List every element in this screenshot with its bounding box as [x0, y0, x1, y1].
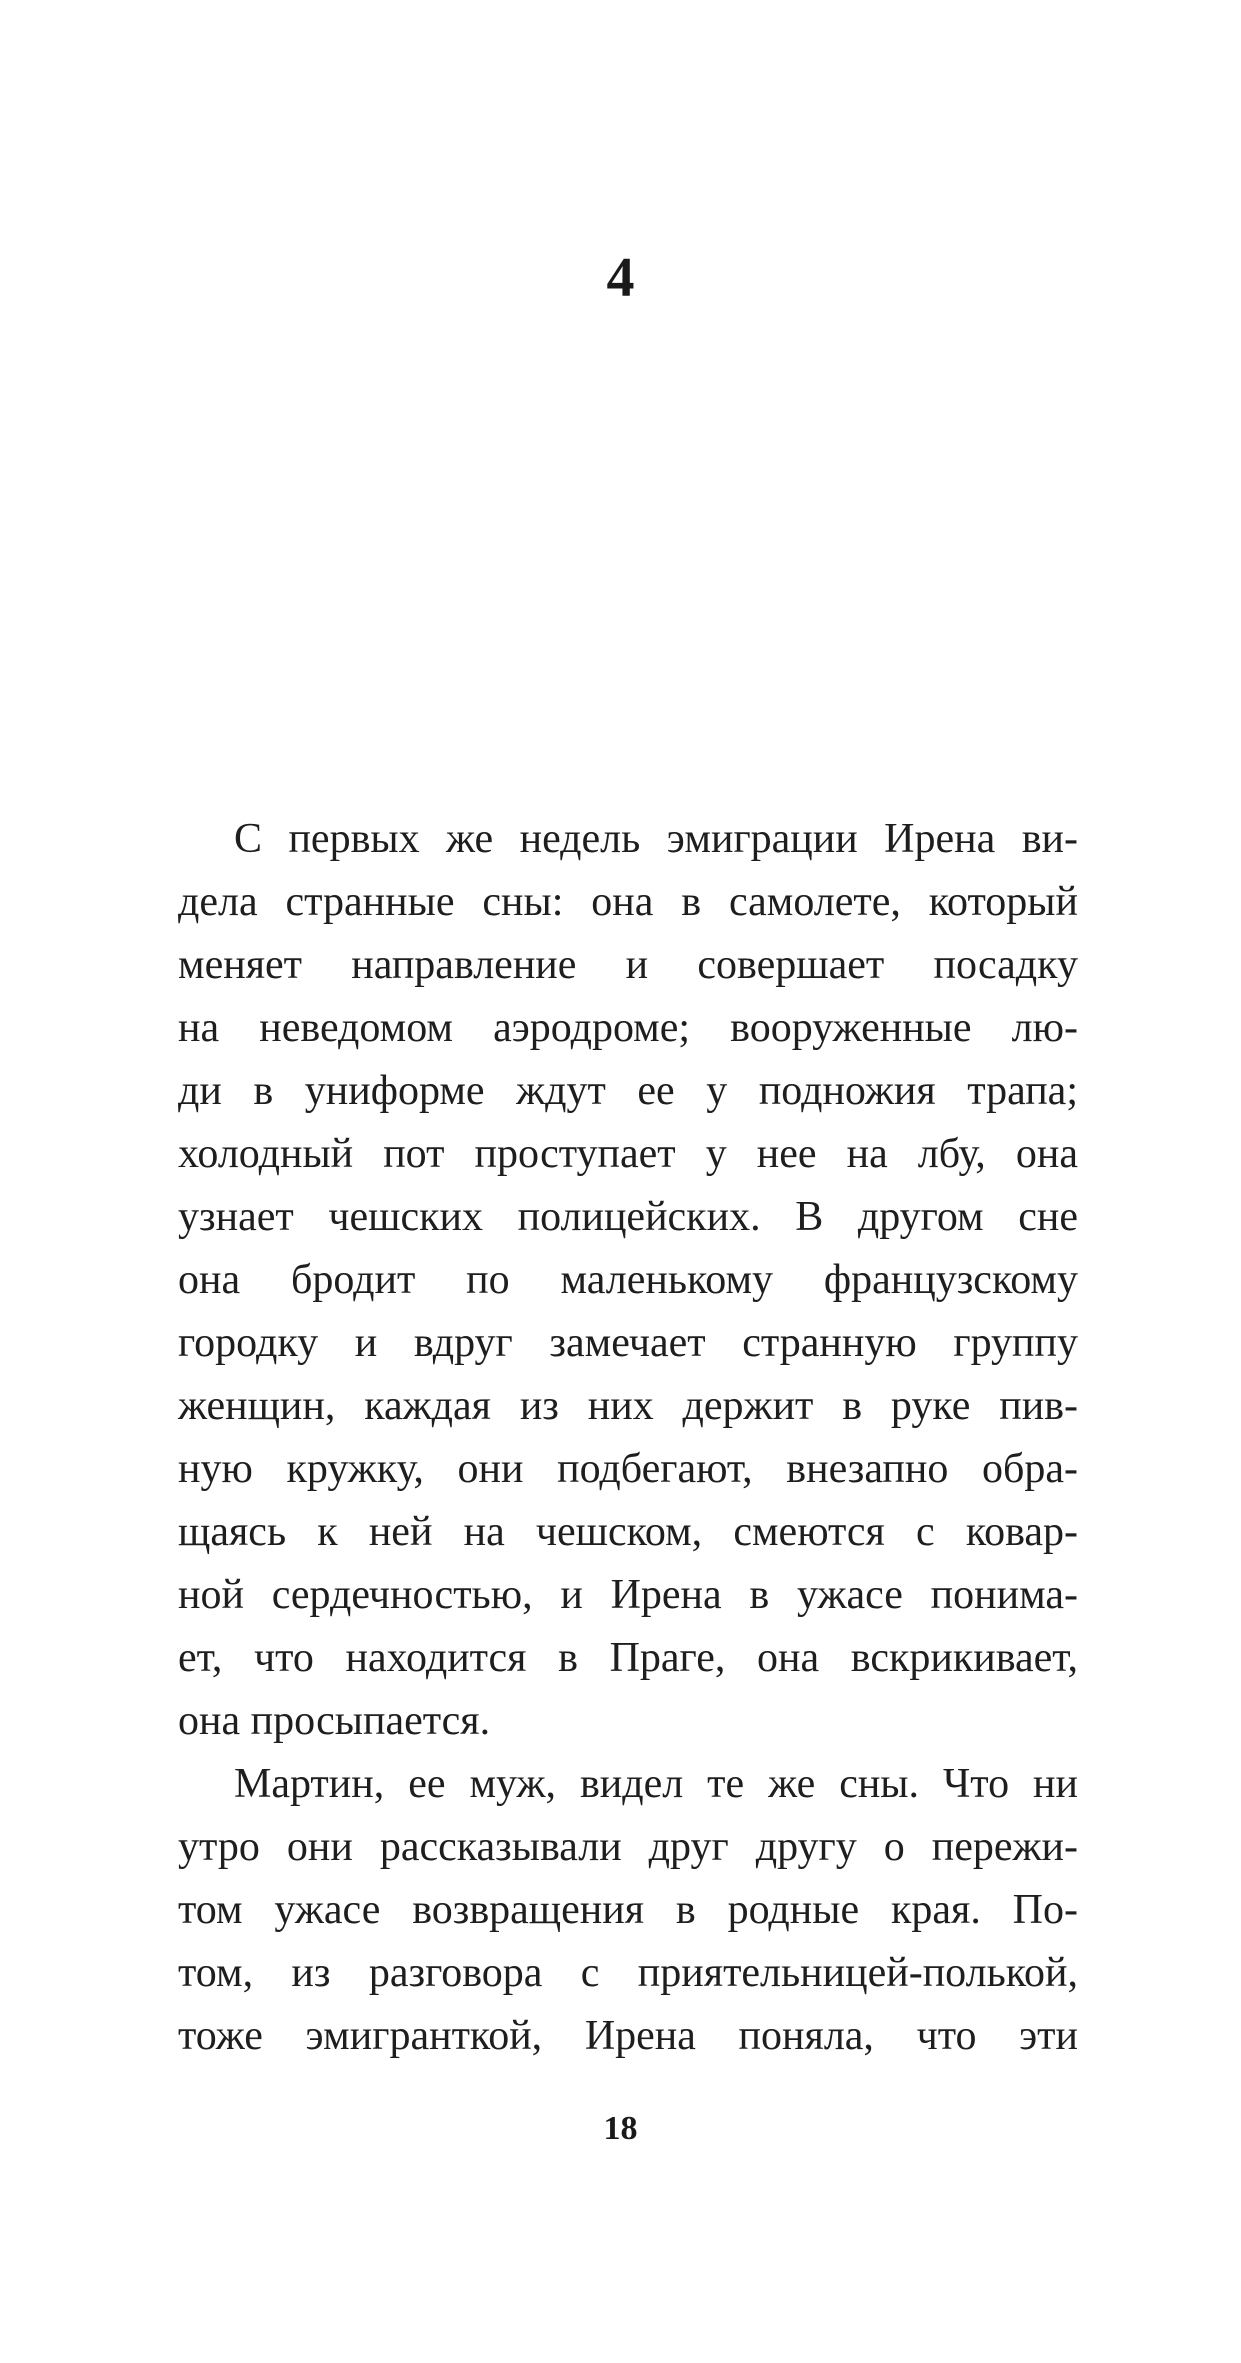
body-text: [178, 808, 1078, 2068]
text-line: она просыпается.: [178, 1698, 491, 1744]
paragraph-2: [178, 1753, 1078, 2068]
text-line: утро они рассказывали друг другу о пережи-: [178, 1824, 1078, 1870]
page-number: 18: [603, 2110, 638, 2147]
text-line: ную кружку, они подбегают, внезапно обра-: [178, 1446, 1078, 1492]
text-line: ной сердечностью, и Ирена в ужасе понима-: [178, 1572, 1078, 1618]
text-line: меняет направление и совершает посадку: [178, 942, 1078, 988]
text-line: щаясь к ней на чешском, смеются с ковар-: [178, 1509, 1078, 1555]
text-line: тоже эмигранткой, Ирена поняла, что эти: [178, 2013, 1078, 2059]
text-line: ди в униформе ждут ее у подножия трапа;: [178, 1068, 1078, 1114]
chapter-number: 4: [606, 247, 635, 309]
text-line: дела странные сны: она в самолете, который: [178, 879, 1078, 925]
text-line: том ужасе возвращения в родные края. По-: [178, 1887, 1078, 1933]
text-line: женщин, каждая из них держит в руке пив-: [178, 1383, 1078, 1429]
text-line: она бродит по маленькому французскому: [178, 1257, 1078, 1303]
text-line: С первых же недель эмиграции Ирена ви-: [234, 816, 1078, 862]
text-line: холодный пот проступает у нее на лбу, она: [178, 1131, 1078, 1177]
text-line: Мартин, ее муж, видел те же сны. Что ни: [234, 1761, 1078, 1807]
text-line: том, из разговора с приятельницей-полькой,: [178, 1950, 1078, 1996]
text-line: городку и вдруг замечает странную группу: [178, 1320, 1078, 1366]
text-line: узнает чешских полицейских. В другом сне: [178, 1194, 1078, 1240]
paragraph-1: [178, 808, 1078, 1753]
text-line: на неведомом аэродроме; вооруженные лю-: [178, 1005, 1078, 1051]
text-line: ет, что находится в Праге, она вскрикивает,: [178, 1635, 1078, 1681]
